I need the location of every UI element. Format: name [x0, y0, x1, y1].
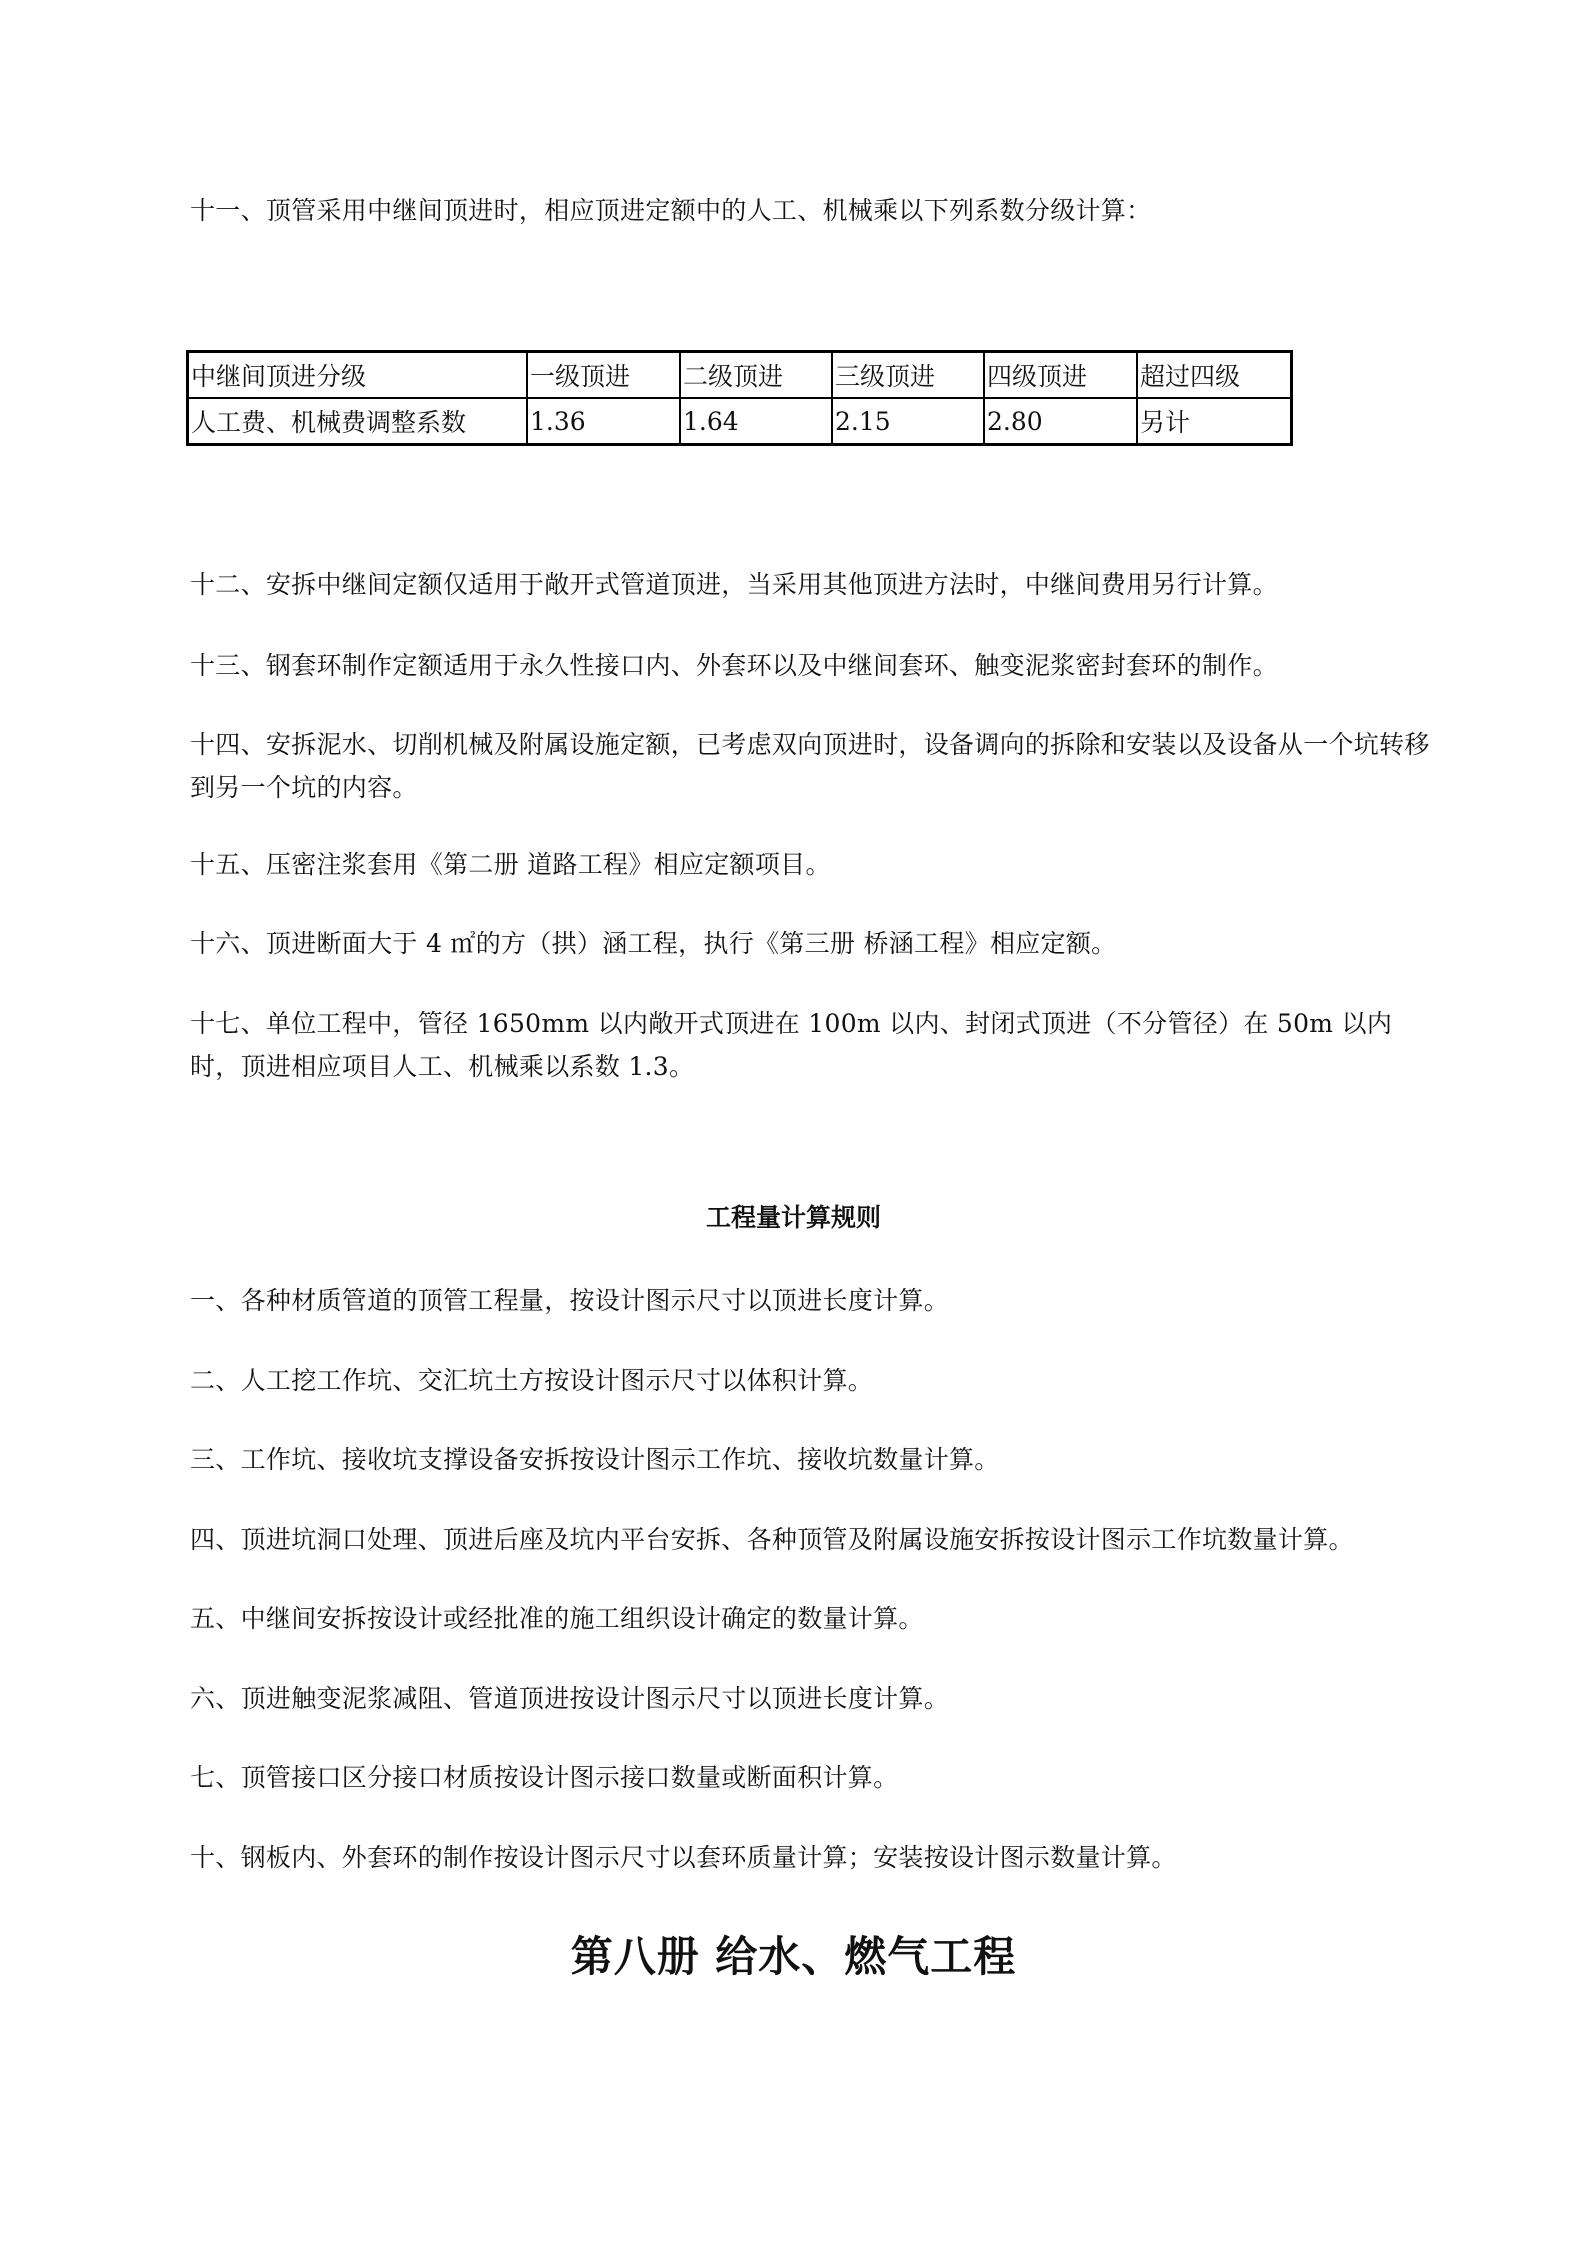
rule-6: 六、顶进触变泥浆减阻、管道顶进按设计图示尺寸以顶进长度计算。	[190, 1684, 950, 1713]
table-header-cell: 一级顶进	[527, 352, 680, 399]
rule-5: 五、中继间安拆按设计或经批准的施工组织设计确定的数量计算。	[190, 1604, 924, 1633]
rule-7: 七、顶管接口区分接口材质按设计图示接口数量或断面积计算。	[190, 1763, 899, 1792]
table-header-cell: 四级顶进	[984, 352, 1137, 399]
table-cell: 人工费、机械费调整系数	[188, 398, 528, 445]
table-header-cell: 中继间顶进分级	[188, 352, 528, 399]
note-15: 十五、压密注浆套用《第二册 道路工程》相应定额项目。	[190, 850, 831, 879]
table-header-cell: 超过四级	[1137, 352, 1292, 399]
table-cell: 1.36	[527, 398, 680, 445]
relay-coefficient-table	[186, 350, 1293, 446]
rule-2: 二、人工挖工作坑、交汇坑土方按设计图示尺寸以体积计算。	[190, 1366, 874, 1395]
rule-10: 十、钢板内、外套环的制作按设计图示尺寸以套环质量计算；安装按设计图示数量计算。	[190, 1843, 1177, 1872]
volume-title: 第八册 给水、燃气工程	[570, 1932, 1017, 1981]
rule-1: 一、各种材质管道的顶管工程量，按设计图示尺寸以顶进长度计算。	[190, 1286, 950, 1315]
table-header-cell: 三级顶进	[832, 352, 984, 399]
note-12: 十二、安拆中继间定额仅适用于敞开式管道顶进，当采用其他顶进方法时，中继间费用另行计算。	[190, 570, 1278, 599]
rule-4: 四、顶进坑洞口处理、顶进后座及坑内平台安拆、各种顶管及附属设施安拆按设计图示工作坑数量计算。	[190, 1525, 1354, 1554]
note-13: 十三、钢套环制作定额适用于永久性接口内、外套环以及中继间套环、触变泥浆密封套环的制作。	[190, 651, 1278, 680]
note-14: 十四、安拆泥水、切削机械及附属设施定额，已考虑双向顶进时，设备调向的拆除和安装以及设备从一个坑转移到另一个坑的内容。	[190, 730, 1430, 802]
section-title: 工程量计算规则	[705, 1203, 881, 1232]
note-11: 十一、顶管采用中继间顶进时，相应顶进定额中的人工、机械乘以下列系数分级计算：	[190, 196, 1152, 225]
table-cell: 2.15	[832, 398, 984, 445]
rule-3: 三、工作坑、接收坑支撑设备安拆按设计图示工作坑、接收坑数量计算。	[190, 1445, 1000, 1474]
table-cell: 1.64	[680, 398, 832, 445]
table-cell: 另计	[1137, 398, 1292, 445]
note-16: 十六、顶进断面大于 4 ㎡的方（拱）涵工程，执行《第三册 桥涵工程》相应定额。	[190, 929, 1117, 958]
note-17: 十七、单位工程中，管径 1650mm 以内敞开式顶进在 100m 以内、封闭式顶进（不分管径）在 50m 以内时，顶进相应项目人工、机械乘以系数 1.3。	[190, 1009, 1393, 1081]
table-header-row	[188, 352, 1292, 399]
table-row	[188, 398, 1292, 445]
table-cell: 2.80	[984, 398, 1137, 445]
table-header-cell: 二级顶进	[680, 352, 832, 399]
